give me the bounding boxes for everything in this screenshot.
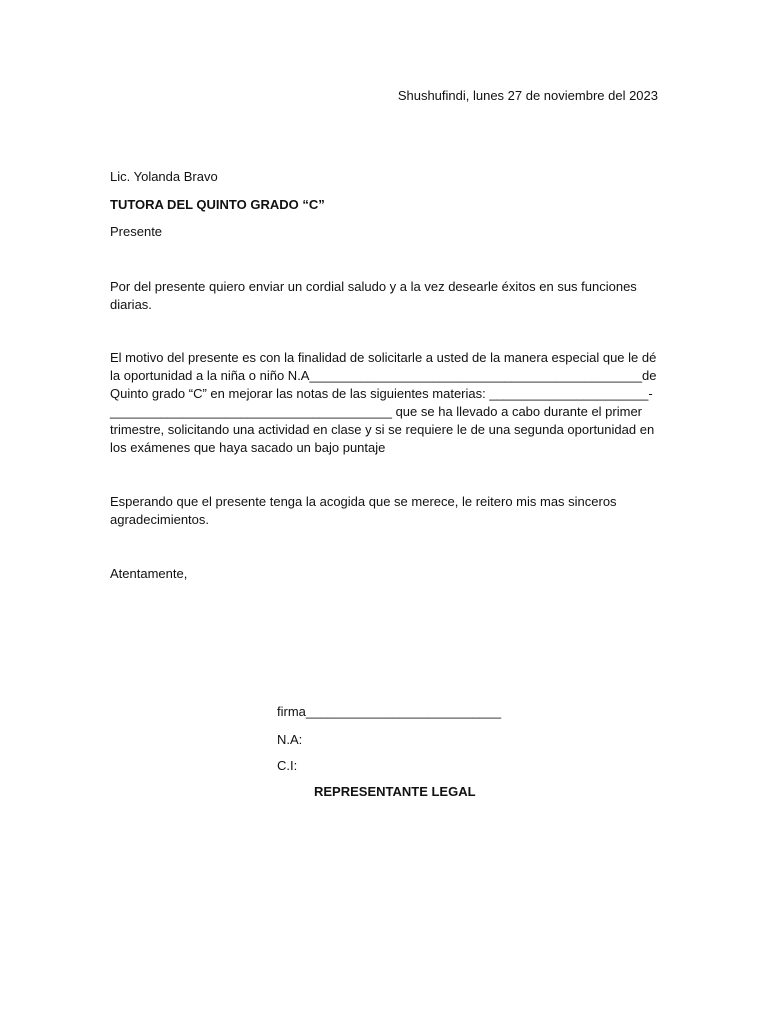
- legal-representative-label: REPRESENTANTE LEGAL: [314, 784, 476, 799]
- signature-na: N.A:: [277, 732, 303, 747]
- request-line: los exámenes que haya sacado un bajo puntaje: [110, 440, 386, 455]
- recipient-title: TUTORA DEL QUINTO GRADO “C”: [110, 197, 325, 212]
- request-line: trimestre, solicitando una actividad en clase y si se requiere le de una segunda oportunidad en: [110, 422, 655, 437]
- request-line: la oportunidad a la niña o niño N.A______________________________________________de: [110, 368, 657, 383]
- request-line: Quinto grado “C” en mejorar las notas de las siguientes materias: ______________________-: [110, 386, 653, 401]
- closing: Atentamente,: [110, 566, 188, 581]
- paragraph-request: [110, 349, 658, 457]
- paragraph-greeting: Por del presente quiero enviar un cordial saludo y a la vez desearle éxitos en sus funciones diarias.: [110, 279, 637, 312]
- date-line: Shushufindi, lunes 27 de noviembre del 2023: [397, 88, 658, 103]
- paragraph-thanks: Esperando que el presente tenga la acogida que se merece, le reitero mis mas sinceros agradecimientos.: [110, 494, 617, 527]
- signature-ci: C.I:: [277, 758, 298, 773]
- request-line: El motivo del presente es con la finalidad de solicitarle a usted de la manera especial que le dé: [110, 350, 657, 365]
- recipient-name: Lic. Yolanda Bravo: [110, 169, 218, 184]
- request-line: _______________________________________ que se ha llevado a cabo durante el primer: [110, 404, 643, 419]
- presente-line: Presente: [110, 224, 163, 239]
- signature-line: firma___________________________: [277, 704, 502, 719]
